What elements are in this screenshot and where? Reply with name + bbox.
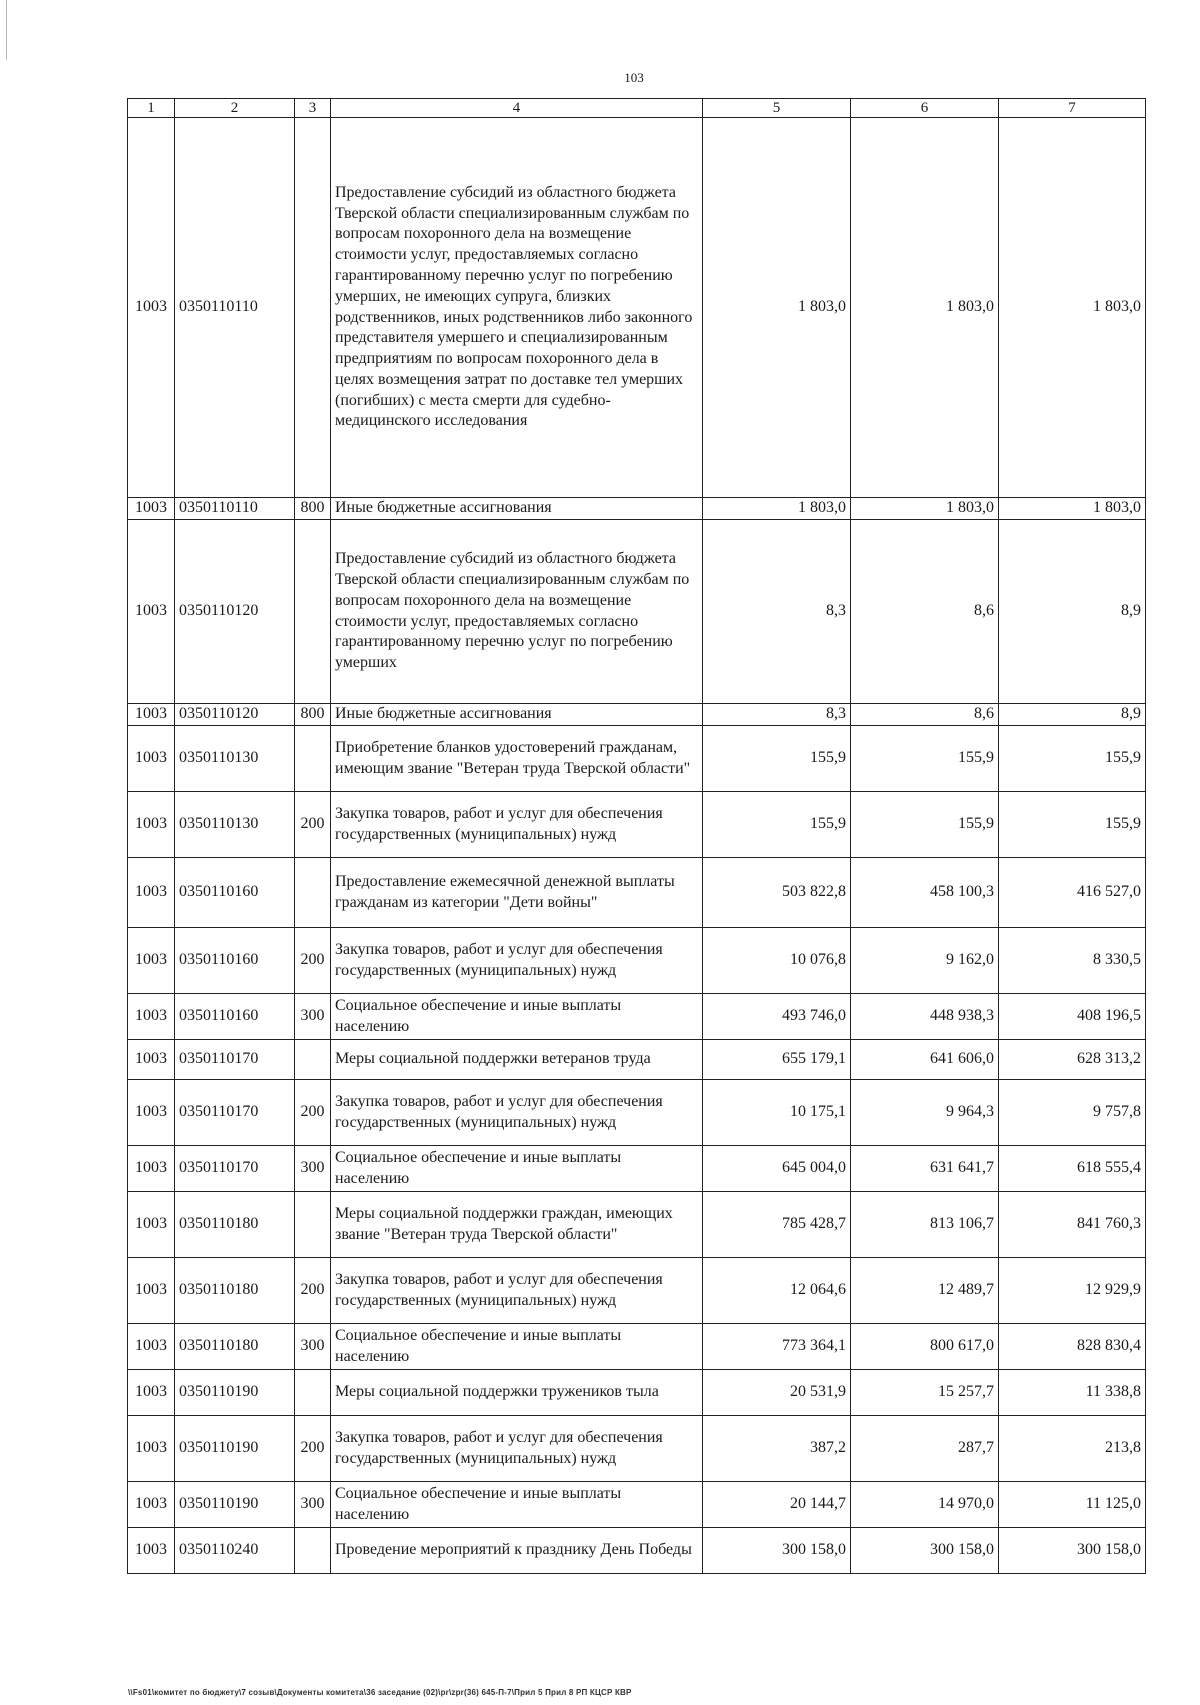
cell-amount-col7: 213,8: [999, 1416, 1146, 1482]
cell-amount-col5: 645 004,0: [703, 1146, 851, 1192]
table-row: [128, 704, 1146, 726]
cell-section: 1003: [128, 1416, 175, 1482]
cell-amount-col6: 12 489,7: [851, 1258, 999, 1324]
cell-amount-col6: 300 158,0: [851, 1528, 999, 1574]
header-col-6: 6: [851, 99, 999, 118]
cell-expense-type: [295, 1192, 331, 1258]
table-row: [128, 726, 1146, 792]
cell-amount-col6: 155,9: [851, 792, 999, 858]
cell-item-name: Закупка товаров, работ и услуг для обеспечения государственных (муниципальных) нужд: [331, 1258, 703, 1324]
header-row: [128, 99, 1146, 118]
cell-amount-col5: 8,3: [703, 520, 851, 704]
cell-amount-col6: 9 162,0: [851, 928, 999, 994]
cell-expense-type: 200: [295, 1416, 331, 1482]
table-row: [128, 118, 1146, 498]
cell-amount-col7: 841 760,3: [999, 1192, 1146, 1258]
table-row: [128, 1416, 1146, 1482]
cell-expense-type: [295, 118, 331, 498]
header-col-4: 4: [331, 99, 703, 118]
cell-amount-col6: 458 100,3: [851, 858, 999, 928]
cell-item-name: Закупка товаров, работ и услуг для обеспечения государственных (муниципальных) нужд: [331, 1416, 703, 1482]
table-row: [128, 858, 1146, 928]
cell-target-code: 0350110120: [175, 520, 295, 704]
cell-amount-col5: 155,9: [703, 726, 851, 792]
cell-amount-col7: 8,9: [999, 520, 1146, 704]
cell-amount-col6: 9 964,3: [851, 1080, 999, 1146]
cell-amount-col5: 493 746,0: [703, 994, 851, 1040]
cell-amount-col5: 10 076,8: [703, 928, 851, 994]
cell-item-name: Предоставление субсидий из областного бюджета Тверской области специализированным службам по вопросам похоронного дела на возмещение стоимости услуг, предоставляемых согласно гарантированному перечню услуг по погребению умерших, не имеющих супруга, близких родственников, иных родственников либо законного представителя умершего и специализированным предприятиям по вопросам похоронного дела в целях возмещения затрат по доставке тел умерших (погибших) с места смерти для судебно-медицинского исследования: [331, 118, 703, 498]
cell-section: 1003: [128, 1192, 175, 1258]
cell-item-name: Предоставление субсидий из областного бюджета Тверской области специализированным службам по вопросам похоронного дела на возмещение стоимости услуг, предоставляемых согласно гарантированному перечню услуг по погребению умерших: [331, 520, 703, 704]
cell-amount-col7: 408 196,5: [999, 994, 1146, 1040]
cell-item-name: Приобретение бланков удостоверений гражданам, имеющим звание "Ветеран труда Тверской области": [331, 726, 703, 792]
cell-expense-type: 200: [295, 928, 331, 994]
cell-amount-col7: 12 929,9: [999, 1258, 1146, 1324]
cell-amount-col6: 813 106,7: [851, 1192, 999, 1258]
cell-amount-col5: 773 364,1: [703, 1324, 851, 1370]
cell-section: 1003: [128, 704, 175, 726]
cell-target-code: 0350110240: [175, 1528, 295, 1574]
cell-amount-col5: 1 803,0: [703, 118, 851, 498]
cell-section: 1003: [128, 1040, 175, 1080]
cell-section: 1003: [128, 792, 175, 858]
cell-item-name: Социальное обеспечение и иные выплаты населению: [331, 1482, 703, 1528]
cell-amount-col6: 631 641,7: [851, 1146, 999, 1192]
cell-expense-type: [295, 520, 331, 704]
cell-expense-type: 200: [295, 1080, 331, 1146]
cell-section: 1003: [128, 520, 175, 704]
cell-section: 1003: [128, 726, 175, 792]
cell-amount-col7: 9 757,8: [999, 1080, 1146, 1146]
cell-amount-col5: 10 175,1: [703, 1080, 851, 1146]
cell-target-code: 0350110110: [175, 498, 295, 520]
cell-amount-col7: 416 527,0: [999, 858, 1146, 928]
cell-section: 1003: [128, 498, 175, 520]
cell-section: 1003: [128, 858, 175, 928]
cell-amount-col6: 155,9: [851, 726, 999, 792]
cell-amount-col6: 1 803,0: [851, 498, 999, 520]
table-row: [128, 1370, 1146, 1416]
cell-section: 1003: [128, 1146, 175, 1192]
cell-target-code: 0350110130: [175, 726, 295, 792]
cell-amount-col6: 1 803,0: [851, 118, 999, 498]
cell-expense-type: 300: [295, 1146, 331, 1192]
cell-amount-col7: 8 330,5: [999, 928, 1146, 994]
cell-amount-col6: 8,6: [851, 520, 999, 704]
cell-expense-type: [295, 726, 331, 792]
cell-expense-type: 300: [295, 1482, 331, 1528]
cell-expense-type: [295, 858, 331, 928]
cell-amount-col5: 155,9: [703, 792, 851, 858]
cell-amount-col7: 1 803,0: [999, 118, 1146, 498]
cell-item-name: Социальное обеспечение и иные выплаты населению: [331, 994, 703, 1040]
cell-expense-type: 200: [295, 792, 331, 858]
cell-amount-col7: 628 313,2: [999, 1040, 1146, 1080]
footer-file-path: \\Fs01\комитет по бюджету\7 созыв\Документы комитета\36 заседание (02)\pr\zpr(36) 645-П-7\Прил 5 Прил 8 РП КЦСР КВР: [128, 1688, 632, 1697]
header-col-3: 3: [295, 99, 331, 118]
table-row: [128, 1528, 1146, 1574]
table-row: [128, 928, 1146, 994]
cell-item-name: Закупка товаров, работ и услуг для обеспечения государственных (муниципальных) нужд: [331, 1080, 703, 1146]
cell-amount-col5: 20 144,7: [703, 1482, 851, 1528]
cell-section: 1003: [128, 1370, 175, 1416]
cell-target-code: 0350110190: [175, 1482, 295, 1528]
table-row: [128, 1192, 1146, 1258]
header-col-2: 2: [175, 99, 295, 118]
cell-amount-col7: 828 830,4: [999, 1324, 1146, 1370]
cell-expense-type: [295, 1040, 331, 1080]
header-col-7: 7: [999, 99, 1146, 118]
cell-target-code: 0350110180: [175, 1324, 295, 1370]
table-row: [128, 498, 1146, 520]
cell-amount-col5: 503 822,8: [703, 858, 851, 928]
cell-amount-col7: 300 158,0: [999, 1528, 1146, 1574]
cell-target-code: 0350110180: [175, 1258, 295, 1324]
cell-item-name: Проведение мероприятий к празднику День Победы: [331, 1528, 703, 1574]
cell-expense-type: [295, 1370, 331, 1416]
cell-amount-col7: 11 338,8: [999, 1370, 1146, 1416]
table-row: [128, 1146, 1146, 1192]
cell-target-code: 0350110160: [175, 994, 295, 1040]
cell-section: 1003: [128, 1482, 175, 1528]
cell-amount-col7: 1 803,0: [999, 498, 1146, 520]
cell-amount-col7: 618 555,4: [999, 1146, 1146, 1192]
cell-expense-type: 200: [295, 1258, 331, 1324]
cell-item-name: Социальное обеспечение и иные выплаты населению: [331, 1324, 703, 1370]
table-row: [128, 1080, 1146, 1146]
cell-amount-col5: 785 428,7: [703, 1192, 851, 1258]
cell-target-code: 0350110170: [175, 1146, 295, 1192]
cell-amount-col6: 448 938,3: [851, 994, 999, 1040]
cell-target-code: 0350110180: [175, 1192, 295, 1258]
table-row: [128, 994, 1146, 1040]
cell-amount-col7: 155,9: [999, 792, 1146, 858]
cell-section: 1003: [128, 994, 175, 1040]
cell-section: 1003: [128, 1080, 175, 1146]
cell-target-code: 0350110160: [175, 858, 295, 928]
cell-item-name: Меры социальной поддержки граждан, имеющих звание "Ветеран труда Тверской области": [331, 1192, 703, 1258]
header-col-5: 5: [703, 99, 851, 118]
table-row: [128, 520, 1146, 704]
cell-section: 1003: [128, 928, 175, 994]
cell-item-name: Иные бюджетные ассигнования: [331, 498, 703, 520]
cell-amount-col6: 287,7: [851, 1416, 999, 1482]
cell-section: 1003: [128, 1324, 175, 1370]
cell-amount-col6: 800 617,0: [851, 1324, 999, 1370]
cell-amount-col6: 641 606,0: [851, 1040, 999, 1080]
cell-amount-col6: 15 257,7: [851, 1370, 999, 1416]
cell-item-name: Меры социальной поддержки тружеников тыла: [331, 1370, 703, 1416]
cell-expense-type: 800: [295, 704, 331, 726]
cell-expense-type: 800: [295, 498, 331, 520]
cell-amount-col7: 155,9: [999, 726, 1146, 792]
table-row: [128, 1258, 1146, 1324]
page-number: 103: [624, 70, 644, 85]
cell-amount-col6: 8,6: [851, 704, 999, 726]
cell-amount-col5: 300 158,0: [703, 1528, 851, 1574]
cell-amount-col5: 20 531,9: [703, 1370, 851, 1416]
cell-amount-col5: 1 803,0: [703, 498, 851, 520]
cell-target-code: 0350110170: [175, 1080, 295, 1146]
cell-expense-type: 300: [295, 994, 331, 1040]
cell-amount-col5: 387,2: [703, 1416, 851, 1482]
cell-target-code: 0350110190: [175, 1416, 295, 1482]
table-row: [128, 792, 1146, 858]
cell-item-name: Иные бюджетные ассигнования: [331, 704, 703, 726]
cell-amount-col7: 11 125,0: [999, 1482, 1146, 1528]
cell-amount-col5: 8,3: [703, 704, 851, 726]
cell-item-name: Предоставление ежемесячной денежной выплаты гражданам из категории "Дети войны": [331, 858, 703, 928]
cell-item-name: Меры социальной поддержки ветеранов труда: [331, 1040, 703, 1080]
table-row: [128, 1482, 1146, 1528]
cell-amount-col7: 8,9: [999, 704, 1146, 726]
cell-section: 1003: [128, 118, 175, 498]
header-col-1: 1: [128, 99, 175, 118]
table-row: [128, 1040, 1146, 1080]
cell-target-code: 0350110190: [175, 1370, 295, 1416]
table-row: [128, 1324, 1146, 1370]
cell-target-code: 0350110120: [175, 704, 295, 726]
cell-section: 1003: [128, 1528, 175, 1574]
cell-item-name: Закупка товаров, работ и услуг для обеспечения государственных (муниципальных) нужд: [331, 928, 703, 994]
cell-amount-col5: 655 179,1: [703, 1040, 851, 1080]
cell-item-name: Закупка товаров, работ и услуг для обеспечения государственных (муниципальных) нужд: [331, 792, 703, 858]
cell-item-name: Социальное обеспечение и иные выплаты населению: [331, 1146, 703, 1192]
budget-table: [127, 98, 1146, 1574]
cell-amount-col5: 12 064,6: [703, 1258, 851, 1324]
cell-target-code: 0350110160: [175, 928, 295, 994]
cell-amount-col6: 14 970,0: [851, 1482, 999, 1528]
cell-expense-type: [295, 1528, 331, 1574]
cell-expense-type: 300: [295, 1324, 331, 1370]
table-body: [128, 118, 1146, 1574]
cell-target-code: 0350110130: [175, 792, 295, 858]
cell-target-code: 0350110110: [175, 118, 295, 498]
cell-target-code: 0350110170: [175, 1040, 295, 1080]
scan-edge-mark: [6, 0, 7, 60]
cell-section: 1003: [128, 1258, 175, 1324]
